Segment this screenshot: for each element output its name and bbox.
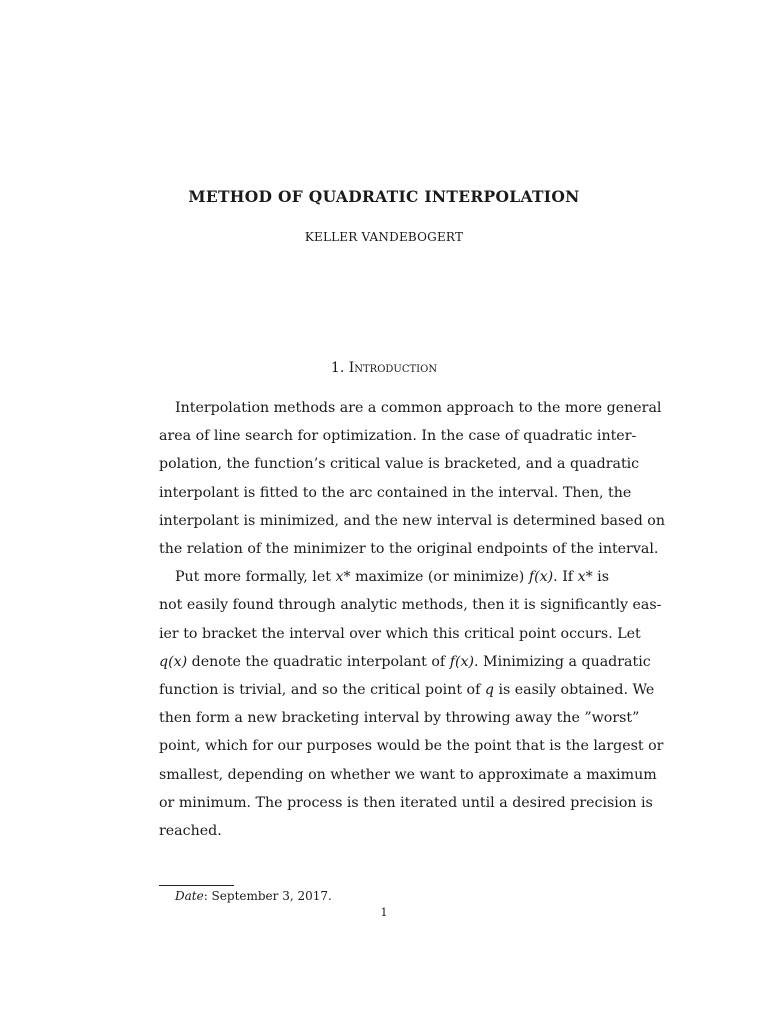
math-x-star: x* — [335, 569, 351, 586]
text-run: function is trivial, and so the critical point of — [159, 682, 485, 699]
math-q: q — [484, 682, 494, 699]
text-line — [159, 563, 609, 591]
text-line: interpolant is minimized, and the new interval is determined based on — [159, 512, 665, 529]
page-number: 1 — [380, 906, 388, 919]
section-number: 1. — [330, 360, 345, 376]
math-x-star: x* — [577, 569, 593, 586]
text-line: Interpolation methods are a common approach to the more general — [175, 400, 662, 416]
footnote-text: : September 3, 2017. — [203, 889, 332, 903]
math-f-of-x: f(x) — [528, 569, 554, 586]
text-run: maximize (or minimize) — [350, 569, 529, 586]
text-line — [159, 676, 655, 704]
text-line: smallest, depending on whether we want to approximate a maximum — [159, 766, 657, 783]
text-line: reached. — [159, 823, 222, 840]
text-run: denote the quadratic interpolant of — [187, 653, 450, 670]
section-heading — [0, 360, 768, 376]
text-line — [159, 648, 651, 676]
text-line: polation, the function’s critical value is bracketed, and a quadratic — [159, 456, 640, 473]
paper-title: METHOD OF QUADRATIC INTERPOLATION — [188, 187, 580, 206]
text-run: is — [592, 569, 610, 586]
section-name: Introduction — [348, 360, 438, 376]
paragraph-1 — [159, 394, 665, 563]
paper-author: KELLER VANDEBOGERT — [304, 230, 464, 244]
body-text — [159, 394, 665, 845]
math-q-of-x: q(x) — [159, 653, 188, 670]
footnote-label: Date — [175, 889, 204, 903]
text-line: or minimum. The process is then iterated until a desired precision is — [159, 794, 653, 811]
paragraph-2 — [159, 563, 664, 845]
footnote-rule — [159, 885, 234, 886]
text-line: then form a new bracketing interval by throwing away the ”worst” — [159, 710, 640, 727]
text-run: is easily obtained. We — [493, 682, 655, 699]
footnote — [175, 889, 332, 903]
text-line: the relation of the minimizer to the original endpoints of the interval. — [159, 541, 659, 558]
text-line: point, which for our purposes would be the point that is the largest or — [159, 738, 664, 755]
text-line: area of line search for optimization. In the case of quadratic inter- — [159, 428, 637, 445]
text-run: . Minimizing a quadratic — [474, 653, 651, 670]
text-run: . If — [553, 569, 578, 586]
math-f-of-x: f(x) — [449, 653, 475, 670]
text-line: not easily found through analytic methods, then it is significantly eas- — [159, 597, 662, 614]
text-run: Put more formally, let — [175, 569, 336, 586]
text-line: interpolant is fitted to the arc contained in the interval. Then, the — [159, 484, 632, 501]
text-line: ier to bracket the interval over which this critical point occurs. Let — [159, 625, 641, 642]
